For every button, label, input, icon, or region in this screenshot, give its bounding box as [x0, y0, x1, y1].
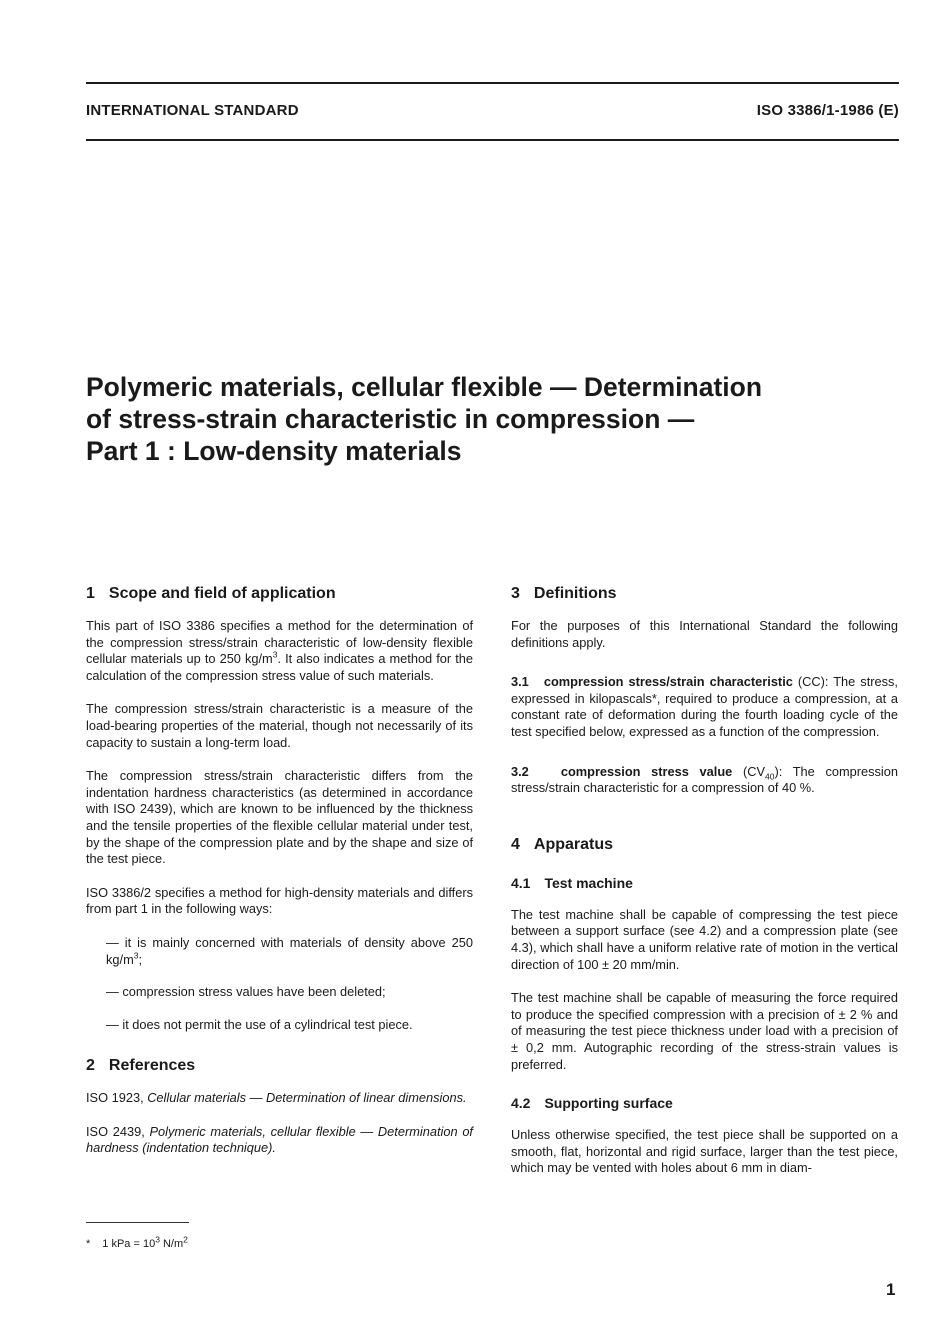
right-column: [511, 584, 898, 1177]
subsection-number: 4.1: [511, 874, 531, 891]
list-item: — compression stress values have been deleted;: [106, 984, 386, 1000]
reference-item: ISO 1923, Cellular materials — Determination of linear dimensions.: [86, 1090, 467, 1106]
subsection-title: Supporting surface: [544, 1095, 673, 1112]
page-number: 1: [886, 1280, 896, 1299]
title-line-1: Polymeric materials, cellular flexible — Determination: [86, 372, 763, 402]
reference-item: ISO 2439, Polymeric materials, cellular flexible — Determination of hardness (indentation technique).: [86, 1123, 473, 1156]
section-1-paragraph: ISO 3386/2 specifies a method for high-density materials and differs from part 1 in the following ways:: [86, 884, 473, 917]
subsection-4-2-heading: [511, 1094, 898, 1112]
section-1-paragraph: The compression stress/strain characteristic is a measure of the load-bearing properties of the material, though not necessarily of its capacity to sustain a long-term load.: [86, 701, 473, 750]
definition-3-2: 3.2 compression stress value $(CV_{40})$: The compression stress/strain characteristic for a compression of 40 %.: [511, 763, 898, 796]
document-title: [86, 371, 886, 467]
section-1-heading: [86, 584, 473, 604]
header-standard-label: INTERNATIONAL STANDARD: [86, 102, 299, 119]
section-4-heading: [511, 835, 898, 855]
footnote: * 1 kPa = $10^3$ $N/m^2$: [86, 1234, 188, 1250]
section-1-paragraph: The compression stress/strain characteristic differs from the indentation hardness characteristics (as determined in accordance with ISO 2439), which are known to be influenced by the thickness and the tensile properties of the flexible cellular material under test, by the shape of the compression plate and by the shape and size of the test piece.: [86, 768, 473, 867]
subsection-4-2-paragraph: Unless otherwise specified, the test piece shall be supported on a smooth, flat, horizontal and rigid surface, larger than the test piece, which may be vented with holes about 6 mm in diam-: [511, 1127, 898, 1176]
section-2-heading: [86, 1056, 473, 1076]
subsection-4-1-heading: [511, 874, 898, 892]
subsection-4-1-paragraph: The test machine shall be capable of measuring the force required to produce the specified compression with a precision of ± 2 % and of measuring the test piece thickness under load with a precision of ± 0,2 mm. Autographic recording of the stress-strain values is preferred.: [511, 990, 898, 1072]
header-bottom-rule: [86, 139, 899, 141]
title-line-3: Part 1 : Low-density materials: [86, 436, 462, 466]
header-document-number: ISO 3386/1-1986 (E): [756, 102, 899, 119]
section-number: 4: [511, 835, 520, 853]
left-column: [86, 584, 473, 1157]
header-top-rule: [86, 82, 899, 84]
footnote-mark: *: [86, 1238, 91, 1250]
footnote-rule: [86, 1222, 189, 1223]
section-number: 1: [86, 585, 95, 602]
section-3-intro: For the purposes of this International Standard the following definitions apply.: [511, 618, 898, 650]
section-number: 3: [511, 585, 520, 602]
definition-3-1: 3.1 compression stress/strain characteristic (CC): The stress, expressed in kilopascals*, required to produce a compression, at a constant rate of deformation during the fourth loading cycle of the test specified below, expressed as a function of the compression.: [511, 674, 898, 739]
section-3-heading: [511, 584, 898, 604]
section-title: References: [108, 1057, 196, 1075]
section-number: 2: [86, 1057, 95, 1075]
list-item: — it does not permit the use of a cylindrical test piece.: [106, 1016, 413, 1032]
section-title: Scope and field of application: [108, 585, 336, 602]
subsection-title: Test machine: [544, 874, 633, 891]
subsection-4-1-paragraph: The test machine shall be capable of compressing the test piece between a support surface (see 4.2) and a compression plate (see 4.3), which shall have a uniform relative rate of motion in the vertical direction of 100 ± 20 mm/min.: [511, 906, 898, 972]
section-title: Apparatus: [533, 835, 614, 853]
section-1-paragraph: This part of ISO 3386 specifies a method for the determination of the compression stress/strain characteristic of low-density flexible cellular materials up to 250 $kg/m^3$. It also indicates a method for the calculation of the compression stress value of such materials.: [86, 618, 474, 683]
title-line-2: of stress-strain characteristic in compression —: [86, 404, 695, 434]
list-item: — it is mainly concerned with materials of density above 250 $kg/m^3$;: [106, 934, 473, 967]
subsection-number: 4.2: [511, 1095, 531, 1112]
section-title: Definitions: [533, 585, 617, 602]
